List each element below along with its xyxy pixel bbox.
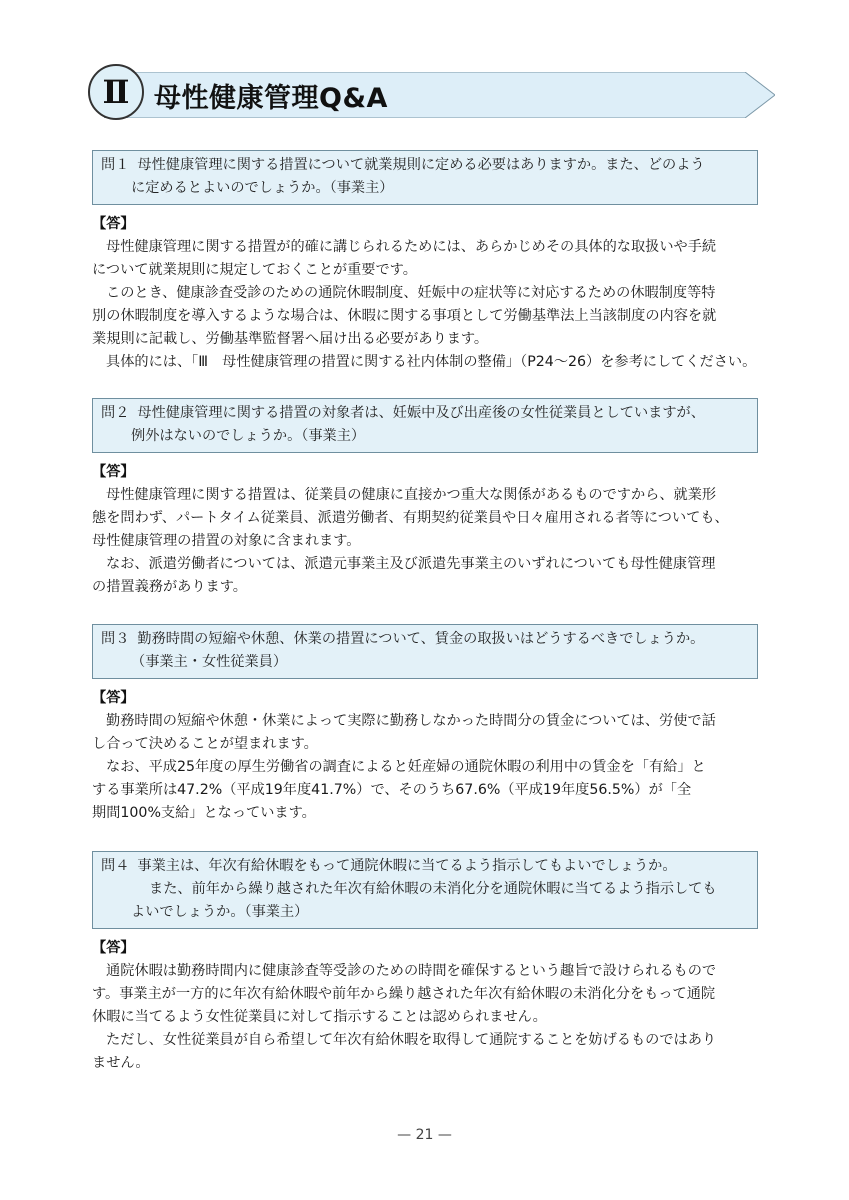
qa-block-1 [92,150,758,374]
answer-line: 期間100%支給」となっています。 [92,805,316,821]
answer-line: 母性健康管理に関する措置が的確に講じられるためには、あらかじめその具体的な取扱いや手続 [106,239,717,255]
answer-paragraph [92,710,758,756]
answer-line: 通院休暇は勤務時間内に健康診査等受診のための時間を確保するという趣旨で設けられるもので [106,963,717,979]
question-text: 母性健康管理に関する措置の対象者は、妊娠中及び出産後の女性従業員としていますが、 [137,405,705,421]
answer-paragraph [92,1029,758,1075]
answer-line: 母性健康管理の措置の対象に含まれます。 [92,533,361,549]
question-text: 勤務時間の短縮や休憩、休業の措置について、賃金の取扱いはどうするべきでしょうか。 [137,631,705,647]
answer-line: 勤務時間の短縮や休憩・休業によって実際に勤務しなかった時間分の賃金については、労使で話 [106,713,716,729]
question-line [101,855,747,878]
answer-paragraph [92,960,758,1029]
answer-paragraph [92,484,758,553]
answer-paragraph [92,236,758,282]
answer-line: なお、平成25年度の厚生労働省の調査によると妊産婦の通院休暇の利用中の賃金を「有給」と [106,759,706,775]
answer-line: なお、派遣労働者については、派遣元事業主及び派遣先事業主のいずれについても母性健康管理 [106,556,716,572]
question-text: 例外はないのでしょうか。（事業主） [131,428,366,444]
qa-block-2 [92,398,758,599]
question-box [92,398,758,453]
qa-block-4 [92,851,758,1075]
answer-line: 母性健康管理に関する措置は、従業員の健康に直接かつ重大な関係があるものですから、就業形 [106,487,717,503]
answer-label: 【答】 [92,690,135,706]
chapter-title: 母性健康管理Q&A [154,83,388,114]
answer-line: ません。 [92,1055,150,1071]
answer-label: 【答】 [92,216,135,232]
question-number: 問３ [101,631,130,647]
question-text: （事業主・女性従業員） [131,654,288,670]
question-number: 問２ [101,405,130,421]
answer-line: 別の休暇制度を導入するような場合は、休暇に関する事項として労働基準法上当該制度の内容を就 [92,308,717,324]
question-line [101,628,747,651]
question-line [101,154,747,177]
question-text: に定めるとよいのでしょうか。（事業主） [131,180,394,196]
answer-line: し合って決めることが望まれます。 [92,736,318,752]
question-text: 母性健康管理に関する措置について就業規則に定める必要はありますか。また、どのよう [137,157,705,173]
answer-line: について就業規則に規定しておくことが重要です。 [92,262,417,278]
question-line [101,402,747,425]
answer-line: 休暇に当てるよう女性従業員に対して指示することは認められません。 [92,1009,547,1025]
answer-label: 【答】 [92,464,135,480]
question-text: 事業主は、年次有給休暇をもって通院休暇に当てるよう指示してもよいでしょうか。 [137,858,677,874]
question-box [92,851,758,929]
answer-line: の措置義務があります。 [92,579,247,595]
answer-paragraph [92,282,758,351]
answer-line: 業規則に記載し、労働基準監督署へ届け出る必要があります。 [92,331,489,347]
question-box [92,150,758,205]
answer-line: ただし、女性従業員が自ら希望して年次有給休暇を取得して通院することを妨げるものではあり [106,1032,717,1048]
answer-paragraph [92,553,758,599]
answer-line: す。事業主が一方的に年次有給休暇や前年から繰り越された年次有給休暇の未消化分をもって通院 [92,986,716,1002]
question-number: 問４ [101,858,130,874]
chapter-number-badge: Ⅱ [88,64,144,120]
answer-line: 態を問わず、パートタイム従業員、派遣労働者、有期契約従業員や日々雇用される者等についても、 [92,510,729,526]
question-box [92,624,758,679]
answer-line: このとき、健康診査受診のための通院休暇制度、妊娠中の症状等に対応するための休暇制度等特 [106,285,716,301]
answer-line: 具体的には、「Ⅲ 母性健康管理の措置に関する社内体制の整備」（P24〜26）を参考にしてください。 [106,354,757,370]
question-text: よいでしょうか。（事業主） [131,904,309,920]
question-number: 問１ [101,157,130,173]
answer-label: 【答】 [92,940,135,956]
answer-line: する事業所は47.2%（平成19年度41.7%）で、そのうち67.6%（平成19年度56.5%）が「全 [92,782,692,798]
qa-block-3 [92,624,758,825]
answer-paragraph [92,351,758,374]
question-text: また、前年から繰り越された年次有給休暇の未消化分を通院休暇に当てるよう指示しても [149,881,717,897]
page-number: — 21 — [397,1127,452,1143]
answer-paragraph [92,756,758,825]
